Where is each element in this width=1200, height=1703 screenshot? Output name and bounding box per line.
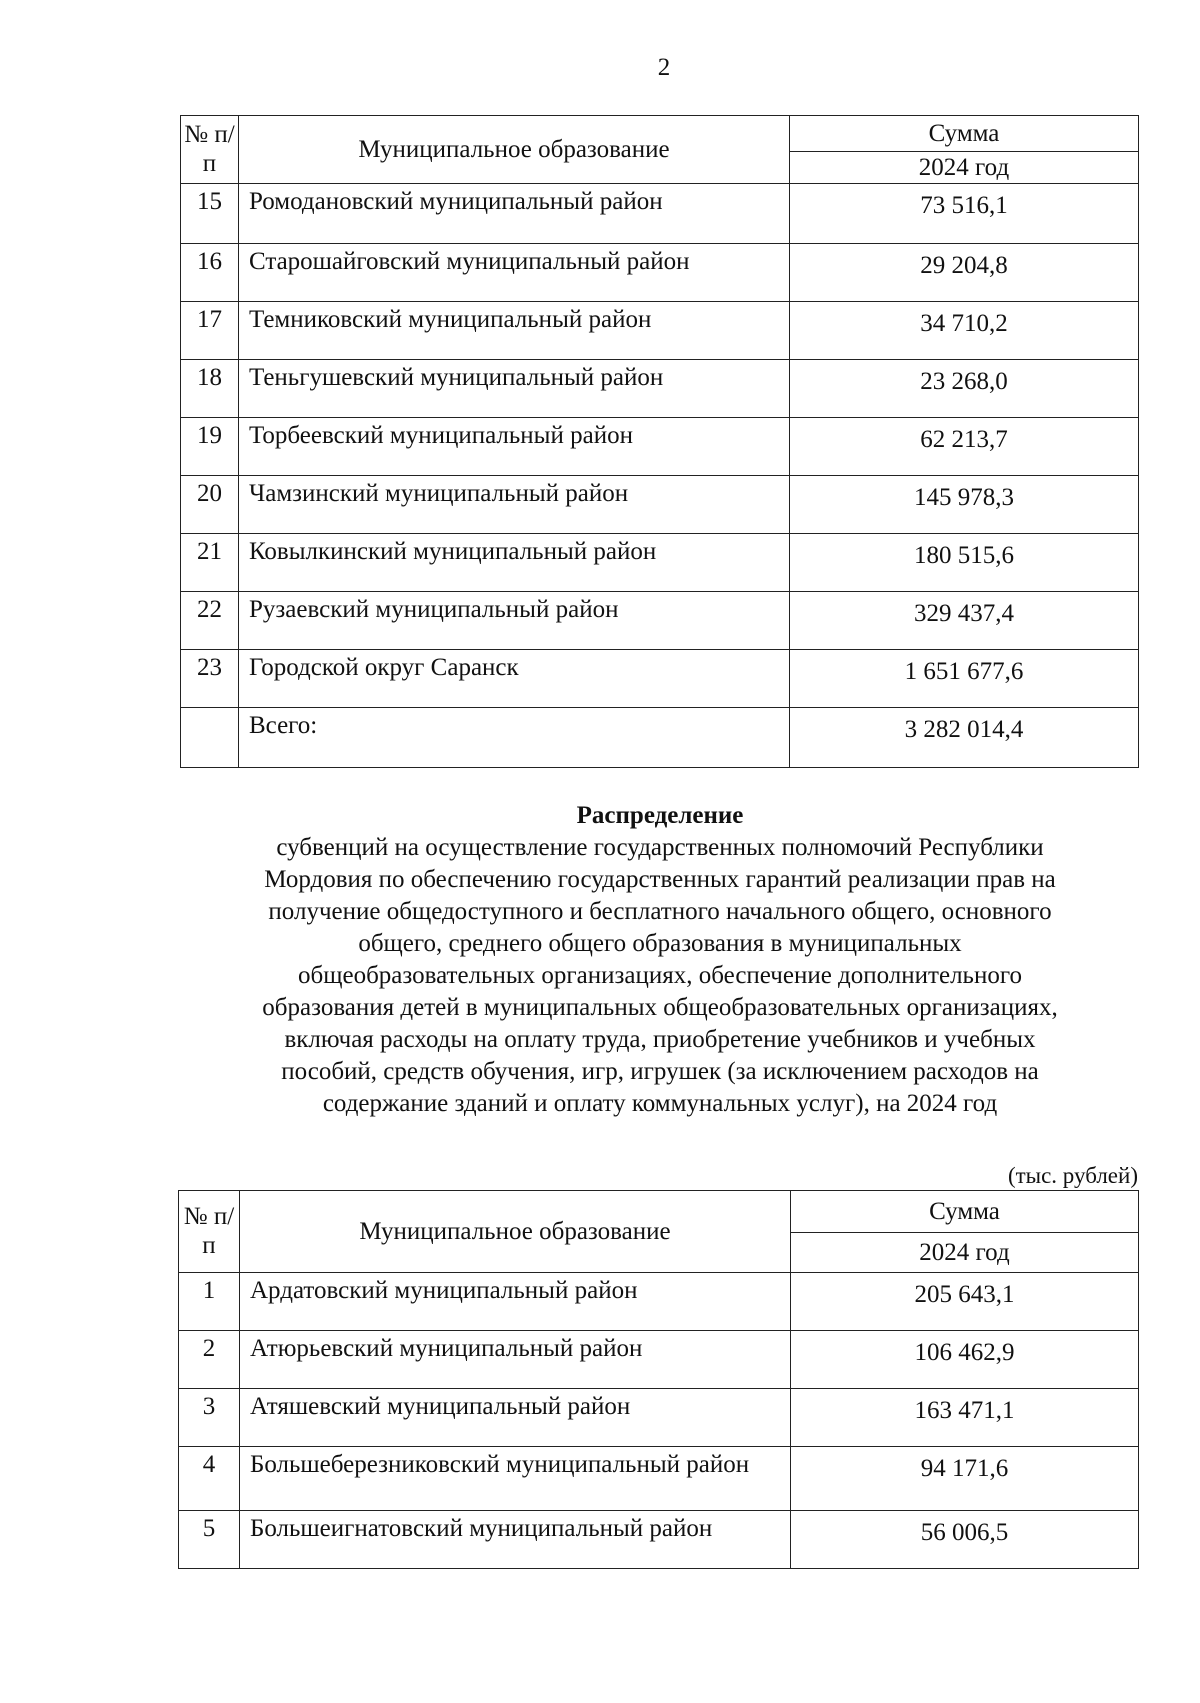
- table-row: [181, 360, 1139, 418]
- table-header-row: [179, 1191, 1139, 1233]
- table-header-row: [181, 116, 1139, 152]
- municipality-name: Ардатовский муниципальный район: [240, 1273, 791, 1331]
- total-number-cell: [181, 708, 239, 768]
- section-line: общеобразовательных организациях, обеспечение дополнительного: [298, 962, 1022, 989]
- municipality-name: Чамзинский муниципальный район: [239, 476, 790, 534]
- municipality-name: Большеберезниковский муниципальный район: [240, 1447, 791, 1511]
- amount: 56 006,5: [791, 1511, 1139, 1569]
- table-row: [179, 1331, 1139, 1389]
- municipality-name: Атюрьевский муниципальный район: [240, 1331, 791, 1389]
- municipality-name: Рузаевский муниципальный район: [239, 592, 790, 650]
- amount: 1 651 677,6: [790, 650, 1139, 708]
- row-number: 5: [179, 1511, 240, 1569]
- header-sum: Сумма: [790, 116, 1139, 152]
- table-row: [181, 302, 1139, 360]
- municipality-name: Ковылкинский муниципальный район: [239, 534, 790, 592]
- section-line: субвенций на осуществление государственных полномочий Республики: [276, 834, 1044, 861]
- table-row: [181, 592, 1139, 650]
- amount: 329 437,4: [790, 592, 1139, 650]
- section-title: Распределение: [576, 802, 744, 829]
- row-number: 23: [181, 650, 239, 708]
- amount: 62 213,7: [790, 418, 1139, 476]
- amount: 180 515,6: [790, 534, 1139, 592]
- amount: 94 171,6: [791, 1447, 1139, 1511]
- row-number: 3: [179, 1389, 240, 1447]
- header-name: Муниципальное образование: [240, 1191, 791, 1273]
- row-number: 22: [181, 592, 239, 650]
- section-line: образования детей в муниципальных общеобразовательных организациях,: [262, 994, 1058, 1021]
- row-number: 20: [181, 476, 239, 534]
- table-row: [181, 650, 1139, 708]
- amount: 23 268,0: [790, 360, 1139, 418]
- municipality-name: Теньгушевский муниципальный район: [239, 360, 790, 418]
- section-line: содержание зданий и оплату коммунальных услуг), на 2024 год: [322, 1090, 998, 1117]
- table-row: [181, 418, 1139, 476]
- distribution-table-continued: [180, 115, 1139, 768]
- header-num: № п/п: [181, 116, 239, 184]
- section-line: получение общедоступного и бесплатного начального общего, основного: [268, 898, 1052, 925]
- row-number: 19: [181, 418, 239, 476]
- table-row: [179, 1389, 1139, 1447]
- section-line: Мордовия по обеспечению государственных гарантий реализации прав на: [264, 866, 1056, 893]
- header-year: 2024 год: [791, 1233, 1139, 1273]
- table-row: [181, 184, 1139, 244]
- total-amount: 3 282 014,4: [790, 708, 1139, 768]
- municipality-name: Торбеевский муниципальный район: [239, 418, 790, 476]
- header-sum: Сумма: [791, 1191, 1139, 1233]
- total-row: [181, 708, 1139, 768]
- table-row: [181, 534, 1139, 592]
- row-number: 16: [181, 244, 239, 302]
- amount: 106 462,9: [791, 1331, 1139, 1389]
- municipality-name: Большеигнатовский муниципальный район: [240, 1511, 791, 1569]
- unit-label: (тыс. рублей): [1007, 1163, 1138, 1188]
- row-number: 15: [181, 184, 239, 244]
- header-name: Муниципальное образование: [239, 116, 790, 184]
- header-year: 2024 год: [790, 152, 1139, 184]
- table1-body: [181, 116, 1139, 768]
- section-line: включая расходы на оплату труда, приобретение учебников и учебных: [284, 1026, 1036, 1053]
- row-number: 18: [181, 360, 239, 418]
- table2-body: [179, 1191, 1139, 1569]
- table-row: [179, 1447, 1139, 1511]
- total-label: Всего:: [239, 708, 790, 768]
- row-number: 4: [179, 1447, 240, 1511]
- row-number: 17: [181, 302, 239, 360]
- municipality-name: Городской округ Саранск: [239, 650, 790, 708]
- municipality-name: Темниковский муниципальный район: [239, 302, 790, 360]
- row-number: 2: [179, 1331, 240, 1389]
- amount: 73 516,1: [790, 184, 1139, 244]
- amount: 145 978,3: [790, 476, 1139, 534]
- amount: 29 204,8: [790, 244, 1139, 302]
- table-row: [179, 1273, 1139, 1331]
- municipality-name: Атяшевский муниципальный район: [240, 1389, 791, 1447]
- section-line: общего, среднего общего образования в муниципальных: [358, 930, 962, 957]
- table-row: [179, 1511, 1139, 1569]
- table-row: [181, 244, 1139, 302]
- header-num: № п/п: [179, 1191, 240, 1273]
- amount: 34 710,2: [790, 302, 1139, 360]
- amount: 205 643,1: [791, 1273, 1139, 1331]
- municipality-name: Ромодановский муниципальный район: [239, 184, 790, 244]
- distribution-table: [178, 1190, 1139, 1569]
- page-number: 2: [657, 54, 671, 81]
- table-row: [181, 476, 1139, 534]
- section-line: пособий, средств обучения, игр, игрушек (за исключением расходов на: [281, 1058, 1039, 1085]
- row-number: 21: [181, 534, 239, 592]
- section-heading: [200, 800, 1120, 1120]
- row-number: 1: [179, 1273, 240, 1331]
- amount: 163 471,1: [791, 1389, 1139, 1447]
- municipality-name: Старошайговский муниципальный район: [239, 244, 790, 302]
